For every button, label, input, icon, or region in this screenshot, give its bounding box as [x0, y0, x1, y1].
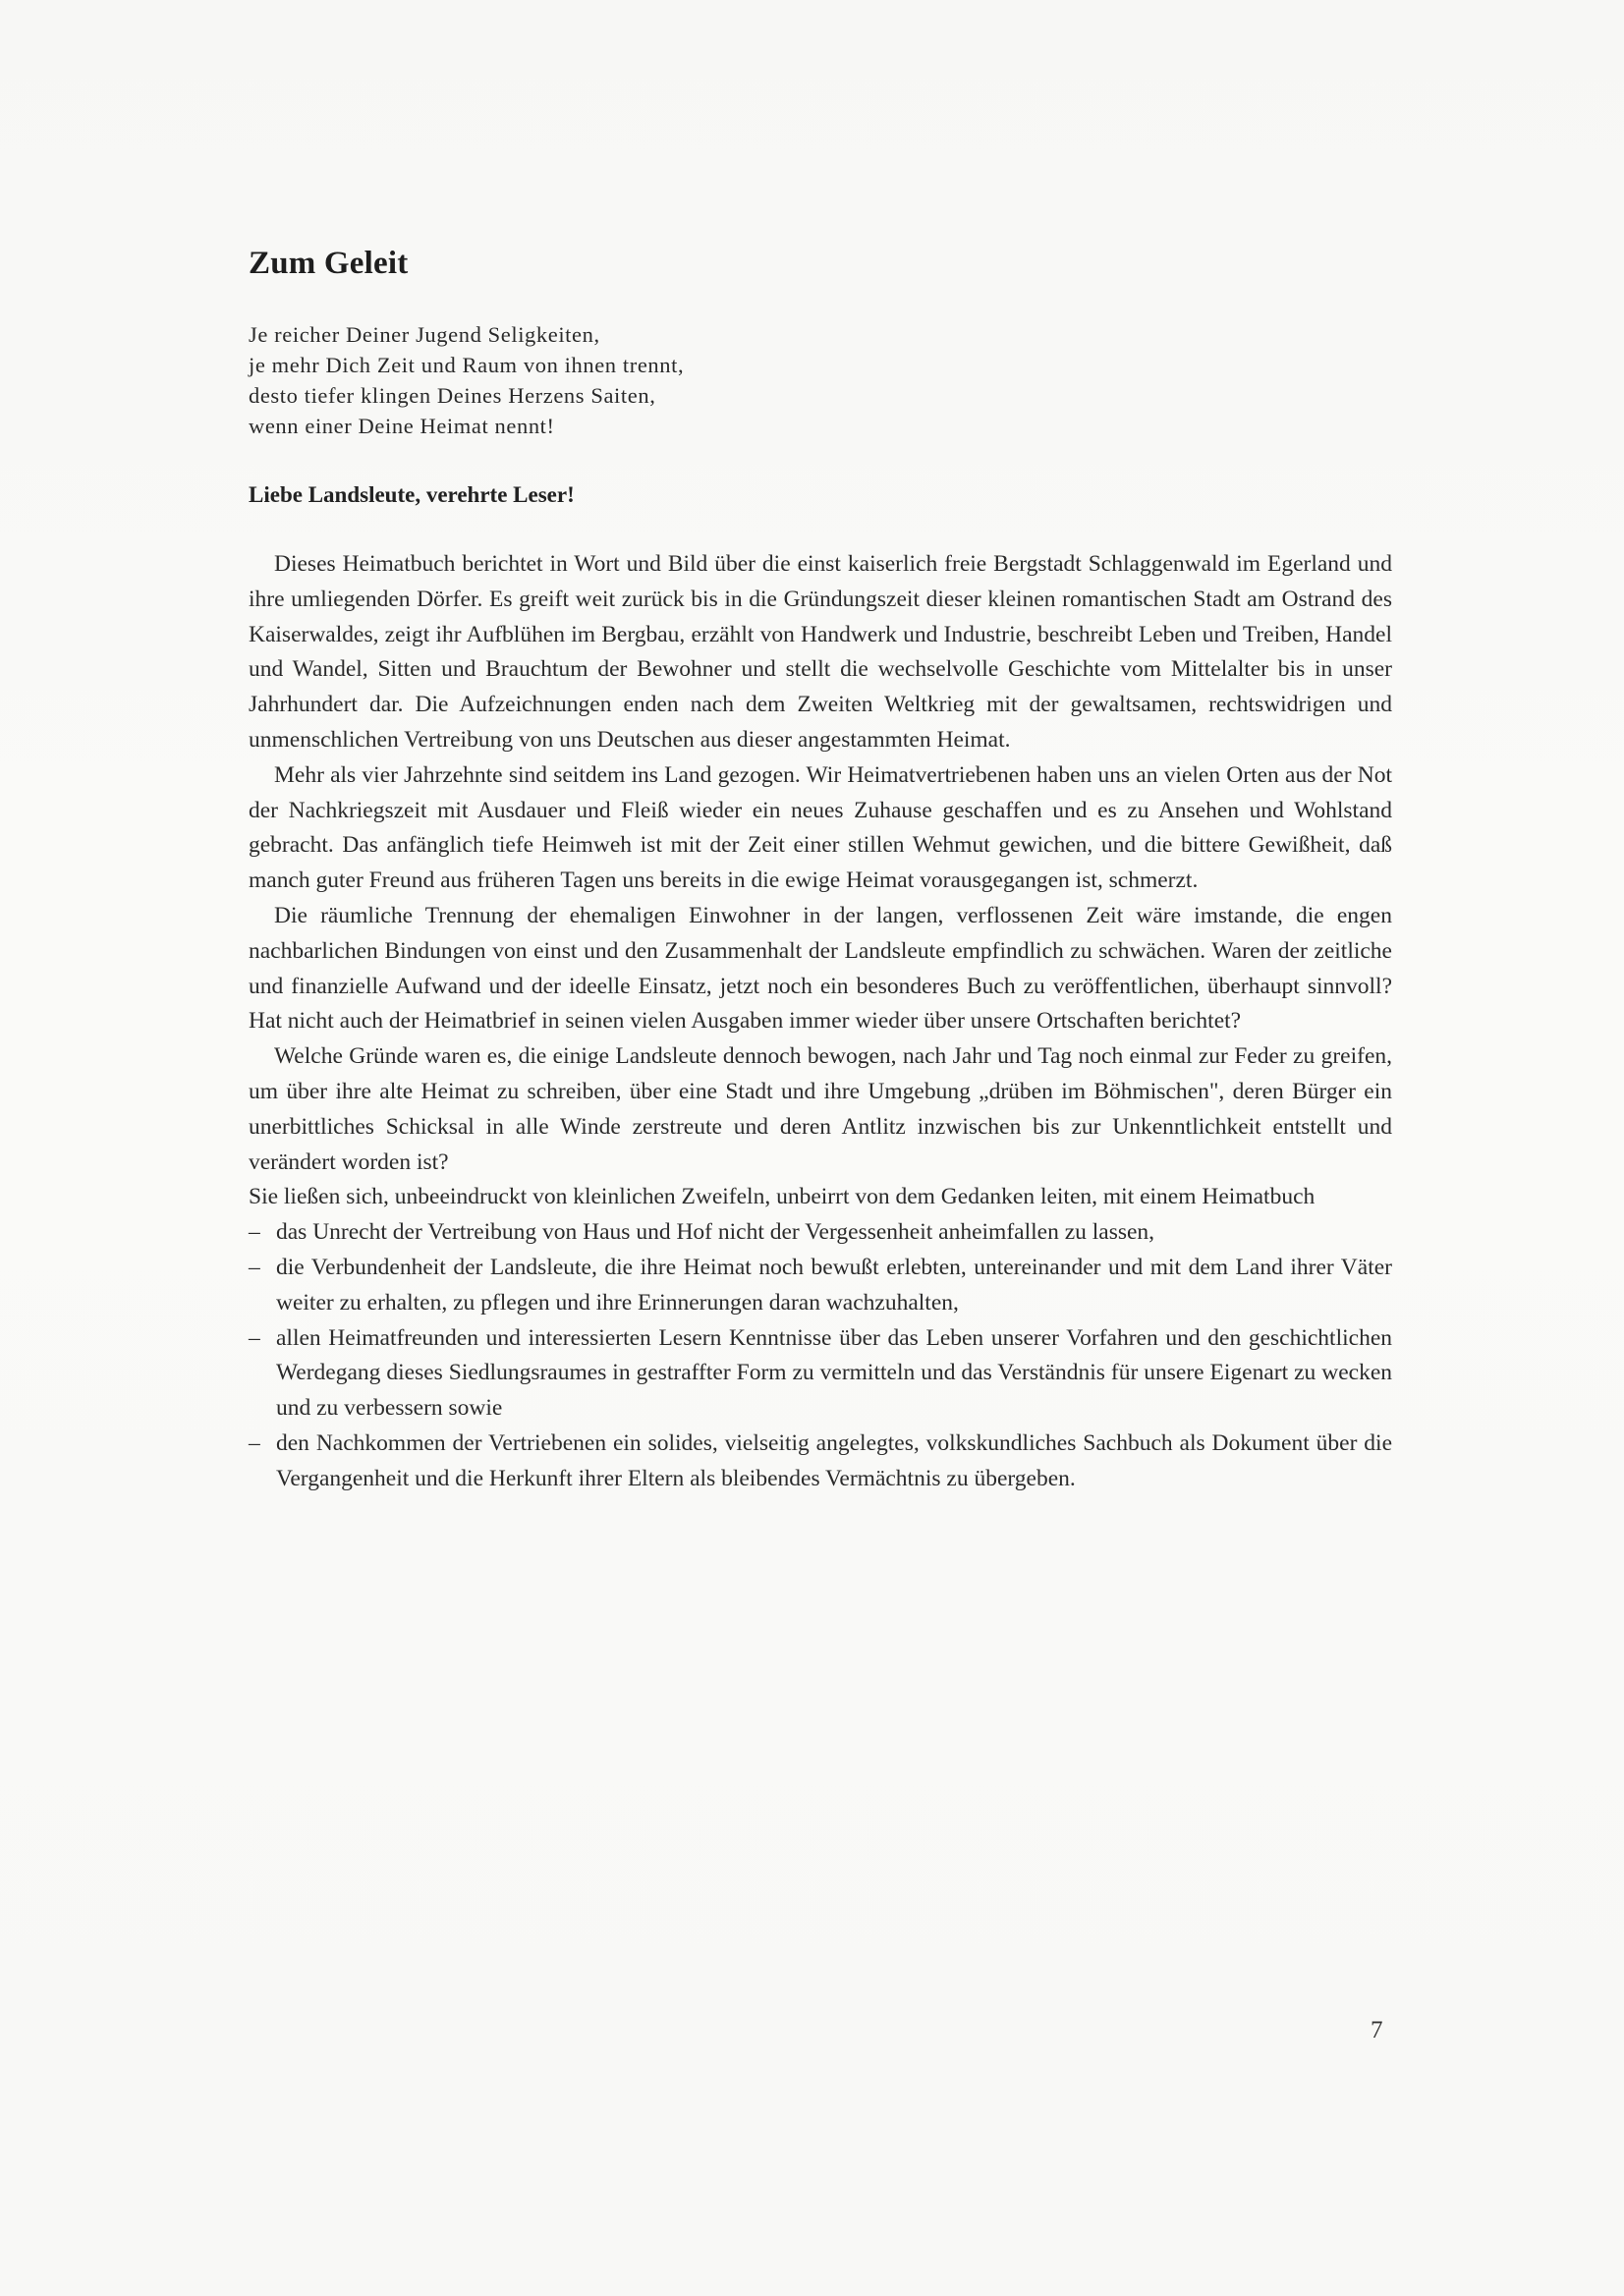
body-text — [249, 547, 1392, 1497]
paragraph: Die räumliche Trennung der ehemaligen Einwohner in der langen, verflossenen Zeit wäre imstande, die engen nachbarlichen Bindungen von einst und den Zusammenhalt der Landsleute empfindlich zu schwächen. Waren der zeitliche und finanzielle Aufwand und der ideelle Einsatz, jetzt noch ein besonderes Buch zu veröffentlichen, überhaupt sinnvoll? Hat nicht auch der Heimatbrief in seinen vielen Ausgaben immer wieder über unsere Ortschaften berichtet? — [249, 902, 1392, 1035]
poem-line: desto tiefer klingen Deines Herzens Saiten, — [249, 383, 656, 408]
salutation: Liebe Landsleute, verehrte Leser! — [249, 482, 575, 507]
poem-line: Je reicher Deiner Jugend Seligkeiten, — [249, 322, 600, 347]
list-intro: Sie ließen sich, unbeeindruckt von kleinlichen Zweifeln, unbeirrt von dem Gedanken leiten, mit einem Heimatbuch — [249, 1184, 1316, 1210]
list-dash: – — [249, 1429, 260, 1456]
poem-line: je mehr Dich Zeit und Raum von ihnen trennt, — [249, 353, 685, 377]
list-item — [249, 1251, 1392, 1321]
paragraph: Dieses Heimatbuch berichtet in Wort und Bild über die einst kaiserlich freie Bergstadt Schlaggenwald im Egerland und ihre umliegenden Dörfer. Es greift weit zurück bis in die Gründungszeit dieser kleinen romantischen Stadt am Ostrand des Kaiserwaldes, zeigt ihr Aufblühen im Bergbau, erzählt von Handwerk und Industrie, beschreibt Leben und Treiben, Handel und Wandel, Sitten und Brauchtum der Bewohner und stellt die wechselvolle Geschichte vom Mittelalter bis in unser Jahrhundert dar. Die Aufzeichnungen enden nach dem Zweiten Weltkrieg mit der gewaltsamen, rechtswidrigen und unmenschlichen Vertreibung von uns Deutschen aus dieser angestammten Heimat. — [249, 551, 1392, 753]
page-title: Zum Geleit — [249, 246, 409, 281]
page-content — [249, 246, 1392, 1497]
epigraph-poem — [249, 319, 1392, 441]
page-number: 7 — [1371, 2017, 1383, 2044]
list-item — [249, 1215, 1392, 1251]
list-dash: – — [249, 1254, 260, 1280]
list-item-text: allen Heimatfreunden und interessierten Lesern Kenntnisse über das Leben unserer Vorfahren und den geschichtlichen Werdegang dieses Siedlungsraumes in gestraffter Form zu vermitteln und das Verständnis für unsere Eigenart zu wecken und zu verbessern sowie — [276, 1324, 1392, 1422]
list-dash: – — [249, 1219, 260, 1246]
purpose-list — [249, 1215, 1392, 1496]
list-item — [249, 1427, 1392, 1497]
list-item-text: das Unrecht der Vertreibung von Haus und Hof nicht der Vergessenheit anheimfallen zu lassen, — [276, 1219, 1155, 1246]
paragraph: Mehr als vier Jahrzehnte sind seitdem ins Land gezogen. Wir Heimatvertriebenen haben uns an vielen Orten aus der Not der Nachkriegszeit mit Ausdauer und Fleiß wieder ein neues Zuhause geschaffen und es zu Ansehen und Wohlstand gebracht. Das anfänglich tiefe Heimweh ist mit der Zeit einer stillen Wehmut gewichen, und die bittere Gewißheit, daß manch guter Freund aus früheren Tagen uns bereits in die ewige Heimat vorausgegangen ist, schmerzt. — [249, 761, 1392, 894]
list-item — [249, 1321, 1392, 1427]
poem-line: wenn einer Deine Heimat nennt! — [249, 414, 555, 438]
list-dash: – — [249, 1324, 260, 1351]
paragraph: Welche Gründe waren es, die einige Landsleute dennoch bewogen, nach Jahr und Tag noch einmal zur Feder zu greifen, um über ihre alte Heimat zu schreiben, über eine Stadt und ihre Umgebung „drüben im Böhmischen", deren Bürger ein unerbittliches Schicksal in alle Winde zerstreute und deren Antlitz inzwischen bis zur Unkenntlichkeit entstellt und verändert worden ist? — [249, 1043, 1392, 1175]
list-item-text: die Verbundenheit der Landsleute, die ihre Heimat noch bewußt erlebten, untereinander und mit dem Land ihrer Väter weiter zu erhalten, zu pflegen und ihre Erinnerungen daran wachzuhalten, — [276, 1254, 1392, 1316]
list-item-text: den Nachkommen der Vertriebenen ein solides, vielseitig angelegtes, volkskundliches Sachbuch als Dokument über die Vergangenheit und die Herkunft ihrer Eltern als bleibendes Vermächtnis zu übergeben. — [276, 1429, 1392, 1491]
